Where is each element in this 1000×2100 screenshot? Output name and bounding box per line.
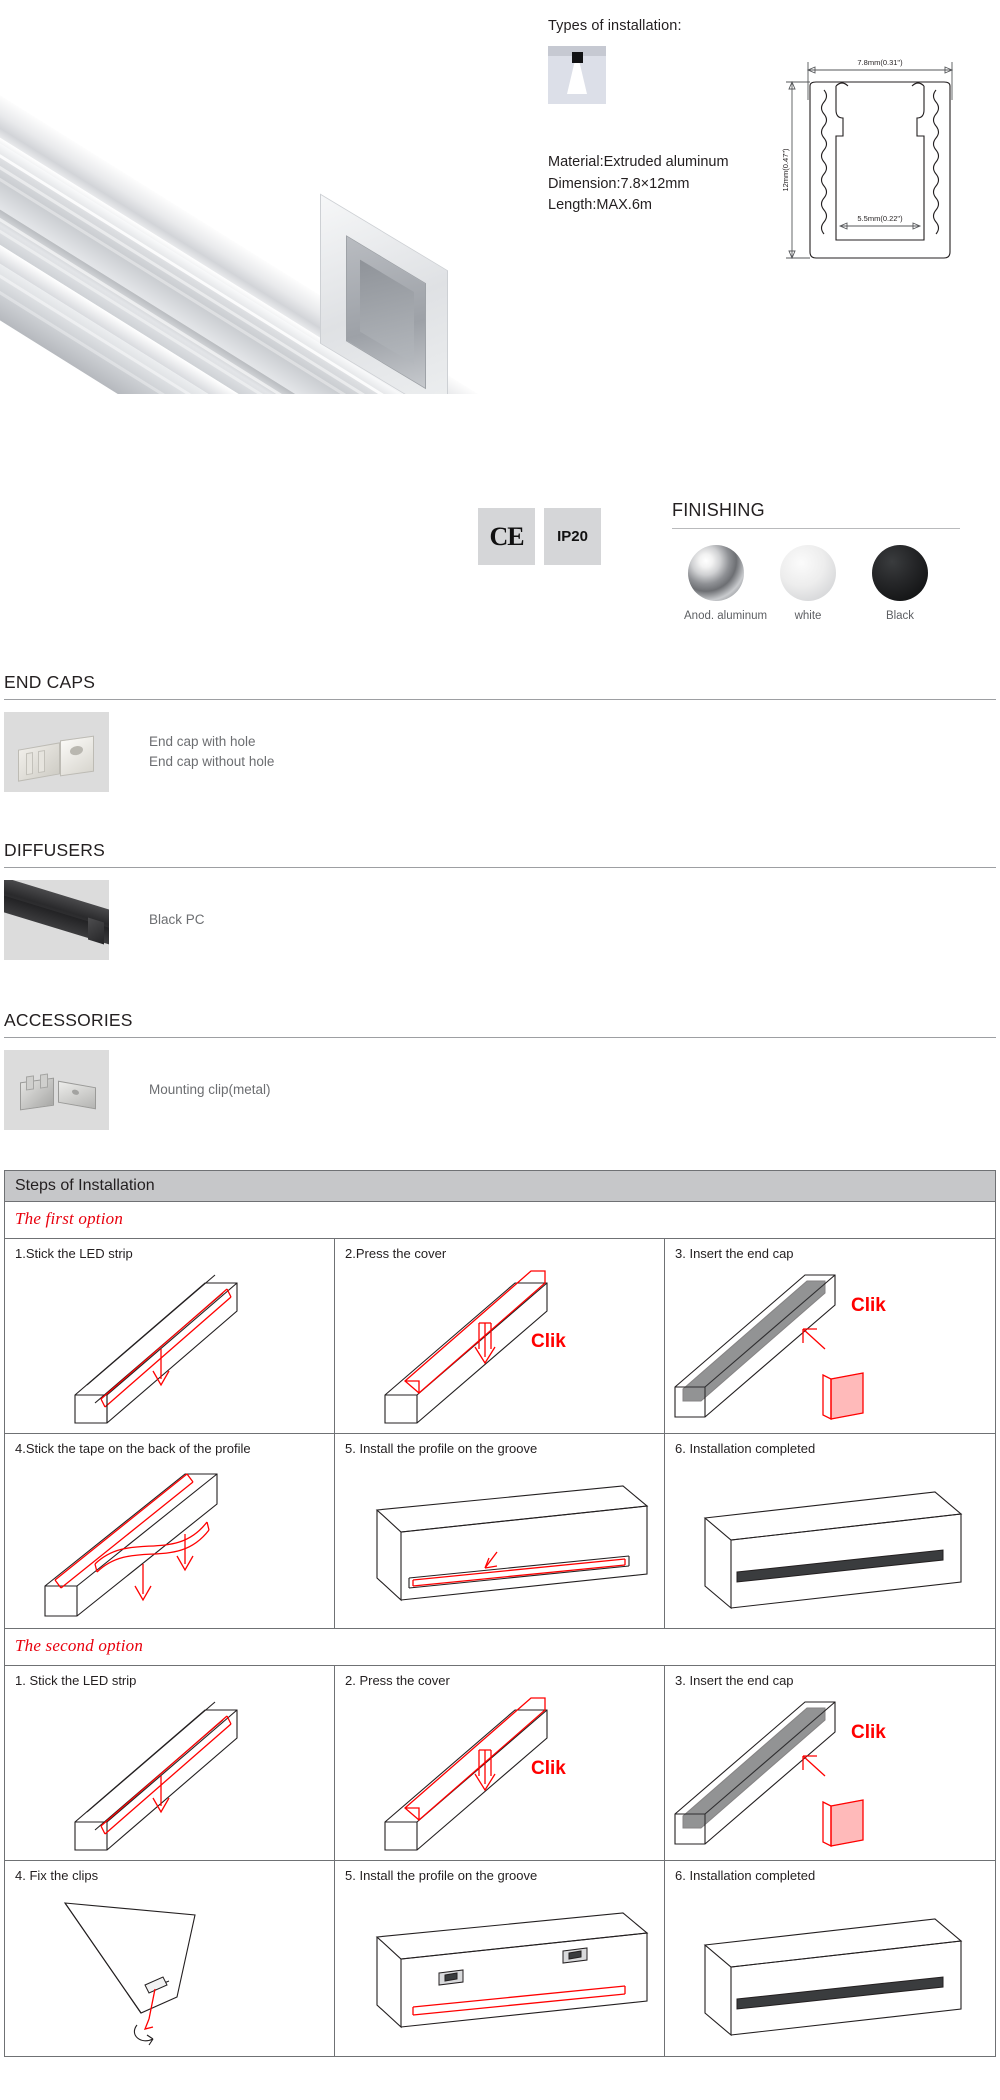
step-title: 1.Stick the LED strip (15, 1246, 133, 1261)
cross-section-drawing (780, 40, 995, 300)
ip-rating-badge (544, 508, 601, 565)
step-cell (5, 1434, 335, 1629)
mounting-clip-label: Mounting clip(metal) (149, 1082, 271, 1097)
finishing-divider (672, 528, 960, 529)
end-cap-thumbnail (4, 712, 109, 792)
installation-steps-header: Steps of Installation (5, 1171, 995, 1202)
installation-steps-table (4, 1170, 996, 2057)
end-caps-title: END CAPS (4, 672, 96, 692)
aluminum-profile-photo (0, 80, 569, 394)
mounting-clip-thumbnail (4, 1050, 109, 1130)
step-cell (335, 1666, 665, 1861)
white-swatch (780, 545, 836, 601)
step-title: 6. Installation completed (675, 1441, 816, 1456)
end-cap-without-hole-label: End cap without hole (149, 754, 275, 769)
diffusers-section (4, 840, 996, 960)
step-illustration (335, 1692, 664, 1856)
first-option-steps-row-2 (5, 1434, 995, 1629)
ce-badge (478, 508, 535, 565)
step-title: 5. Install the profile on the groove (345, 1441, 538, 1456)
step-illustration (665, 1265, 995, 1429)
step-title: 3. Insert the end cap (675, 1246, 794, 1261)
second-option-steps-row-1 (5, 1666, 995, 1861)
step-cell (335, 1239, 665, 1434)
step-illustration (5, 1265, 334, 1429)
step-cell (665, 1861, 995, 2056)
anodized-aluminum-swatch (688, 545, 744, 601)
step-illustration (5, 1887, 334, 2052)
accessories-title: ACCESSORIES (4, 1010, 133, 1030)
finishing-title: FINISHING (672, 500, 765, 520)
step-illustration (335, 1887, 664, 2052)
recessed-ceiling-mount-icon (548, 46, 606, 104)
first-option-title: The first option (15, 1209, 124, 1228)
step-cell (335, 1434, 665, 1629)
diffusers-item (4, 880, 996, 960)
end-caps-section (4, 672, 996, 792)
step-illustration (5, 1460, 334, 1624)
step-cell (665, 1666, 995, 1861)
finishing-swatches (672, 545, 972, 622)
spec-material: Material:Extruded aluminum (548, 154, 729, 170)
step-cell (5, 1861, 335, 2056)
diffusers-title: DIFFUSERS (4, 840, 105, 860)
step-cell (5, 1666, 335, 1861)
step-cell (5, 1239, 335, 1434)
step-title: 2. Press the cover (345, 1673, 450, 1688)
ce-badge-label: CE (489, 521, 524, 551)
step-illustration (665, 1692, 995, 1856)
second-option-row (5, 1629, 995, 1666)
finish-label-white: white (794, 610, 822, 622)
second-option-steps-row-2 (5, 1861, 995, 2056)
end-cap-with-hole-art (60, 736, 94, 777)
accessories-divider (4, 1037, 996, 1038)
step-illustration (5, 1692, 334, 1856)
finish-option-white[interactable] (776, 545, 840, 622)
finish-label-black: Black (885, 610, 915, 622)
black-swatch (872, 545, 928, 601)
end-cap-without-hole-art (18, 742, 60, 781)
step-title: 5. Install the profile on the groove (345, 1868, 538, 1883)
mounting-clip-art-1 (20, 1078, 54, 1111)
installation-types-block (548, 18, 798, 104)
step-cell (335, 1861, 665, 2056)
first-option-steps-row-1 (5, 1239, 995, 1434)
diffuser-label: Black PC (149, 912, 205, 927)
installation-types-title: Types of installation: (548, 18, 682, 34)
second-option-title: The second option (15, 1636, 144, 1655)
accessories-section (4, 1010, 996, 1130)
clik-label: Clik (531, 1758, 566, 1779)
finishing-section (672, 500, 972, 622)
mounting-clip-art-2 (58, 1081, 96, 1110)
certification-badges (478, 508, 601, 565)
step-illustration (335, 1265, 664, 1429)
clik-label: Clik (851, 1295, 886, 1316)
step-title: 4. Fix the clips (15, 1868, 99, 1883)
step-title: 3. Insert the end cap (675, 1673, 794, 1688)
finish-option-anodized[interactable] (684, 545, 768, 622)
accessories-item (4, 1050, 996, 1130)
inner-width-dimension-label: 5.5mm(0.22") (857, 214, 903, 223)
step-illustration (335, 1460, 664, 1624)
diffusers-divider (4, 867, 996, 868)
end-caps-divider (4, 699, 996, 700)
product-photo (0, 4, 630, 394)
height-dimension-label: 12mm(0.47") (781, 148, 790, 192)
ip-rating-label: IP20 (557, 528, 588, 545)
clik-label: Clik (531, 1331, 566, 1352)
width-dimension-label: 7.8mm(0.31") (857, 58, 903, 67)
spec-length: Length:MAX.6m (548, 197, 652, 213)
step-illustration (665, 1887, 995, 2052)
step-cell (665, 1434, 995, 1629)
finish-option-black[interactable] (868, 545, 932, 622)
end-caps-labels (149, 732, 274, 772)
finish-label-anodized: Anod. aluminum (684, 610, 768, 622)
spec-dimension: Dimension:7.8×12mm (548, 175, 690, 192)
step-illustration (665, 1460, 995, 1624)
step-title: 4.Stick the tape on the back of the profile (15, 1441, 251, 1456)
step-title: 1. Stick the LED strip (15, 1673, 137, 1688)
first-option-row (5, 1202, 995, 1239)
end-caps-item (4, 712, 996, 792)
step-title: 2.Press the cover (345, 1246, 447, 1261)
hero-section (0, 0, 1000, 622)
clik-label: Clik (851, 1722, 886, 1743)
diffuser-thumbnail (4, 880, 109, 960)
step-cell (665, 1239, 995, 1434)
end-cap-with-hole-label: End cap with hole (149, 734, 256, 749)
step-title: 6. Installation completed (675, 1868, 816, 1883)
